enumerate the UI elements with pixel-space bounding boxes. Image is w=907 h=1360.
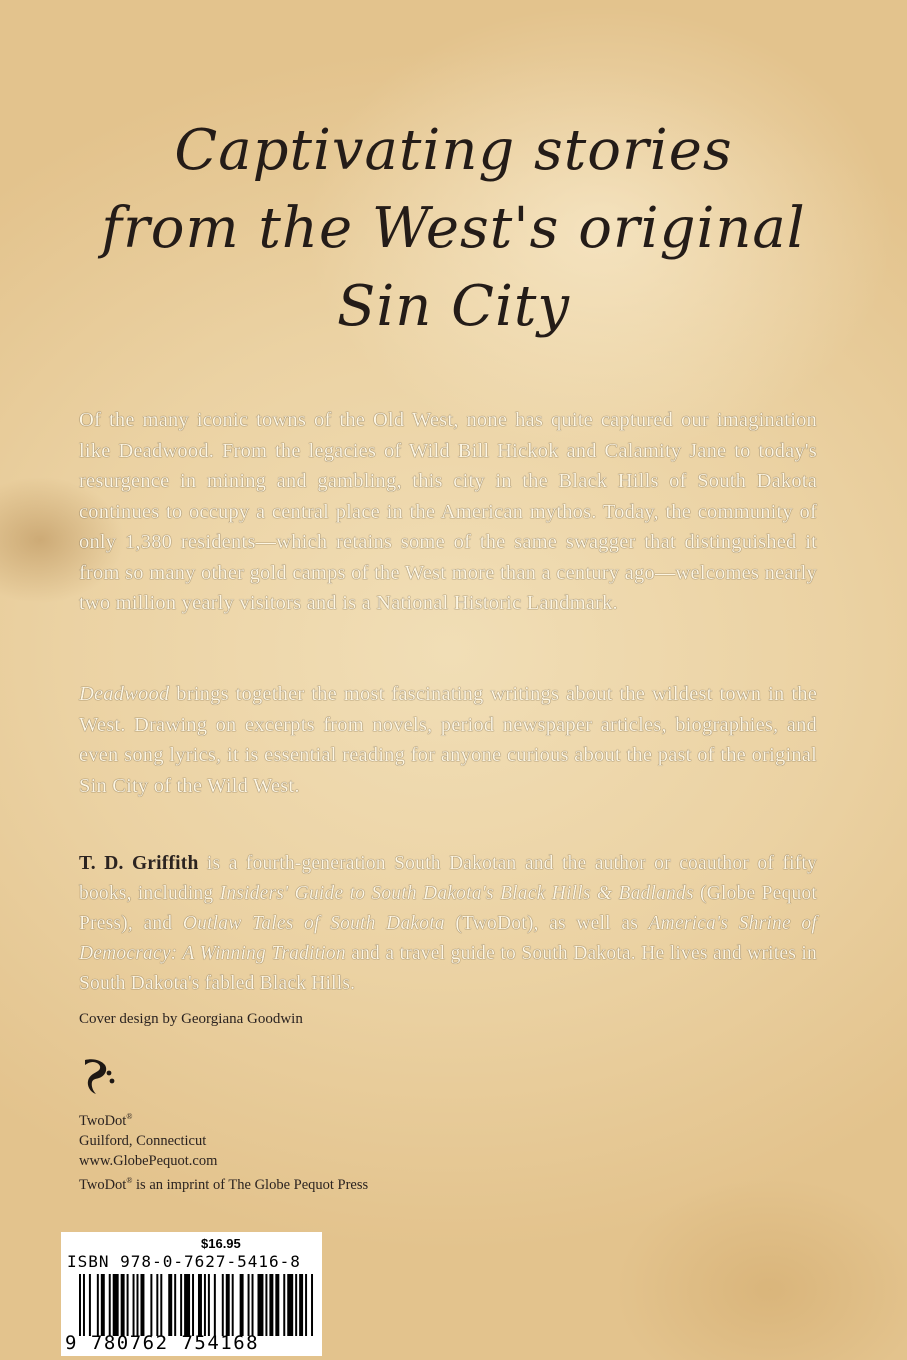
barcode-bar [222, 1274, 224, 1336]
barcode-bar [214, 1274, 216, 1336]
headline-line-1: Captivating stories [174, 118, 733, 183]
headline-line-3: Sin City [336, 274, 571, 339]
publisher-website: www.GlobePequot.com [79, 1152, 218, 1169]
barcode-bar [83, 1274, 85, 1336]
barcode-bar [232, 1274, 234, 1336]
description-paragraph-2 [79, 679, 817, 801]
cover-design-credit: Cover design by Georgiana Goodwin [79, 1011, 303, 1027]
barcode-bar [168, 1274, 172, 1336]
publisher-location: Guilford, Connecticut [79, 1132, 207, 1149]
barcode-bar [109, 1274, 111, 1336]
barcode-box [61, 1232, 322, 1356]
barcode-bar [240, 1274, 244, 1336]
publisher-name-line [79, 1107, 368, 1131]
barcode-bar [204, 1274, 206, 1336]
barcode-bar [174, 1274, 176, 1336]
author-bio-text-1: is a fourth-generation South Dakotan and the author or coauthor of fifty books, including [79, 853, 817, 904]
description-paragraph-2-text: brings together the most fascinating writings about the wildest town in the West. Drawing on excerpts from novels, period newspaper articles, biographies, and even song lyrics, it is essential reading for anyone curious about the past of the original Sin City of the Wild West. [79, 683, 817, 797]
barcode-bar [248, 1274, 250, 1336]
barcode-bar [127, 1274, 129, 1336]
headline [60, 112, 847, 346]
barcode-bar [265, 1274, 267, 1336]
barcode-bar [133, 1274, 135, 1336]
author-book-title-1: Insiders' Guide to South Dakota's Black Hills & Badlands [219, 883, 694, 904]
barcode-bar [252, 1274, 254, 1336]
imprint-line [79, 1171, 368, 1195]
imprint-suffix: is an imprint of The Globe Pequot Press [132, 1176, 369, 1193]
barcode-bar [198, 1274, 202, 1336]
headline-line-2: from the West's original [101, 196, 806, 261]
registered-mark-icon: ® [126, 1112, 133, 1121]
barcode-bar [160, 1274, 162, 1336]
barcode-bar [305, 1274, 307, 1336]
author-book-title-3: America's Shrine of Democracy: A Winning Tradition [79, 913, 817, 964]
author-bio-text-3: (TwoDot), as well as [444, 913, 649, 934]
author-bio-text-4: and a travel guide to South Dakota. He lives and writes in South Dakota's fabled Black Hills. [79, 943, 817, 994]
barcode-bar [101, 1274, 105, 1336]
barcode-bar [275, 1274, 279, 1336]
barcode-bar [140, 1274, 144, 1336]
price: $16.95 [201, 1236, 241, 1251]
imprint-prefix: TwoDot [79, 1176, 127, 1193]
barcode-bar [257, 1274, 263, 1336]
twodot-logo-icon [79, 1056, 119, 1096]
publisher-name: TwoDot [79, 1112, 127, 1129]
description-paragraph-1: Of the many iconic towns of the Old West, none has quite captured our imagination like Deadwood. From the legacies of Wild Bill Hickok and Calamity Jane to today's resurgence in mining and gambling, this city in the Black Hills of South Dakota continues to occupy a central place in the American mythos. Today, the community of only 1,380 residents—which retains some of the same swagger that distinguished it from so many other gold camps of the West more than a century ago—welcomes nearly two million yearly visitors and is a National Historic Landmark. [79, 409, 817, 614]
barcode-bar [295, 1274, 297, 1336]
isbn: ISBN 978-0-7627-5416-8 [67, 1252, 301, 1271]
barcode-bar [287, 1274, 293, 1336]
ean-digits: 9 780762 754168 [65, 1332, 260, 1354]
barcode-bar [79, 1274, 81, 1336]
book-title: Deadwood [79, 683, 170, 705]
barcode-bar [184, 1274, 190, 1336]
barcode-bar [113, 1274, 119, 1336]
author-name: T. D. Griffith [79, 853, 199, 874]
barcode-bar [180, 1274, 182, 1336]
publisher-info [79, 1107, 368, 1195]
author-bio [79, 849, 817, 999]
barcode-bar [311, 1274, 313, 1336]
author-book-title-2: Outlaw Tales of South Dakota [182, 913, 445, 934]
registered-mark-icon: ® [126, 1175, 133, 1185]
barcode-bar [226, 1274, 230, 1336]
barcode-bar [299, 1274, 303, 1336]
barcode-bar [97, 1274, 99, 1336]
barcode-bar [121, 1274, 125, 1336]
barcode-bar [137, 1274, 139, 1336]
barcode-bar [269, 1274, 273, 1336]
barcode-bar [156, 1274, 158, 1336]
author-bio-text-2: (Globe Pequot Press), and [79, 883, 817, 934]
barcode-bar [208, 1274, 210, 1336]
barcode-bar [89, 1274, 91, 1336]
barcode-bars [79, 1274, 315, 1336]
barcode-bar [150, 1274, 152, 1336]
barcode-bar [283, 1274, 285, 1336]
barcode-bar [192, 1274, 194, 1336]
